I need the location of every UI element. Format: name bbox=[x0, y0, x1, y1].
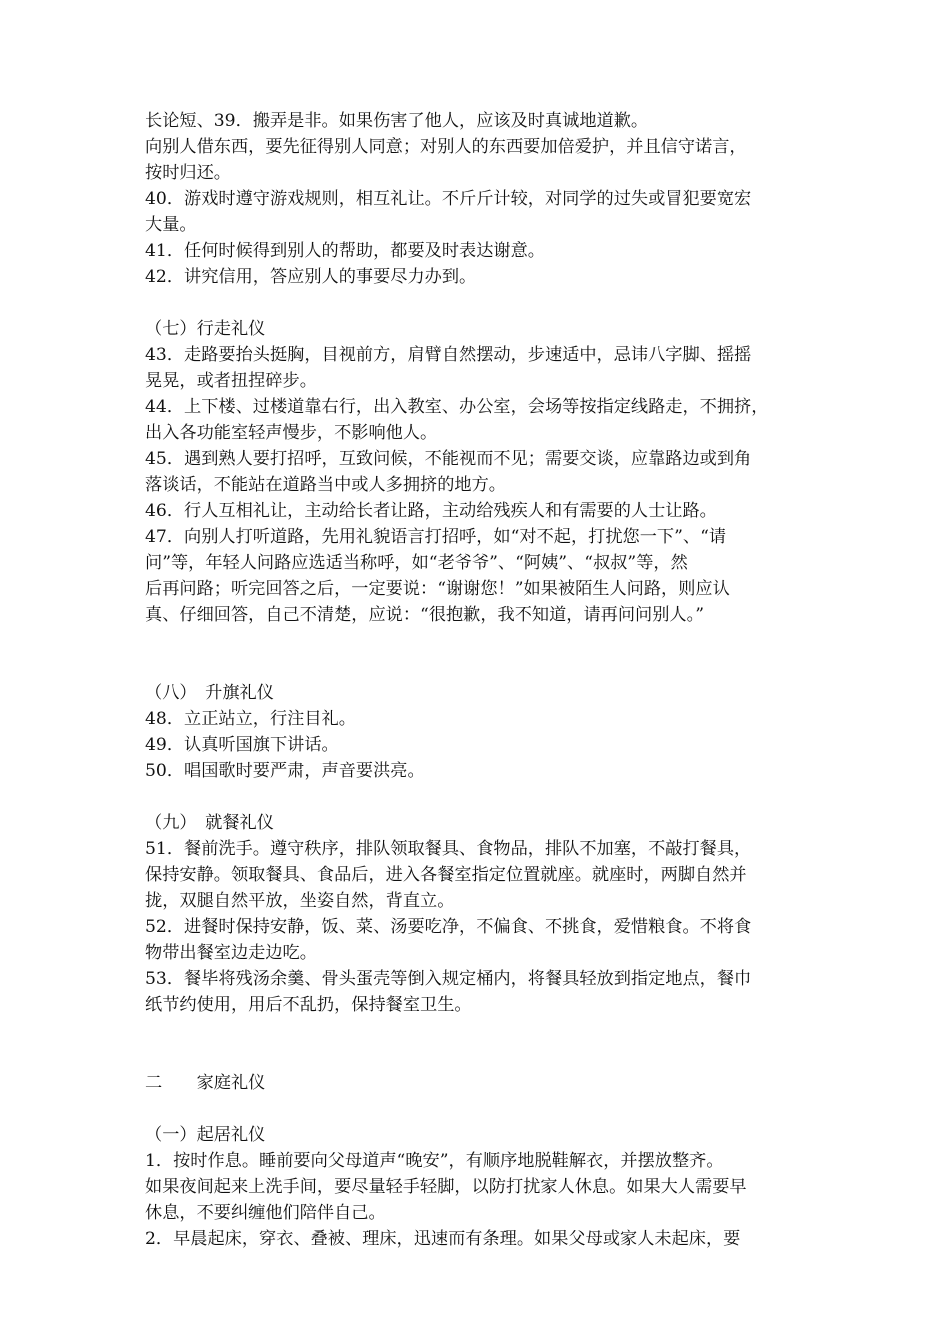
text-line: 向别人借东西，要先征得别人同意；对别人的东西要加倍爱护，并且信守诺言， bbox=[145, 137, 747, 157]
blank-line bbox=[145, 290, 815, 316]
text-line: 52．进餐时保持安静，饭、菜、汤要吃净，不偏食、不挑食，爱惜粮食。不将食 bbox=[145, 917, 752, 937]
text-line: 41．任何时候得到别人的帮助，都要及时表达谢意。 bbox=[145, 241, 545, 261]
text-line: 休息，不要纠缠他们陪伴自己。 bbox=[145, 1203, 386, 1223]
text-line: 40．游戏时遵守游戏规则，相互礼让。不斤斤计较，对同学的过失或冒犯要宽宏 bbox=[145, 189, 752, 209]
text-line: 2．早晨起床，穿衣、叠被、理床，迅速而有条理。如果父母或家人未起床，要 bbox=[145, 1229, 741, 1249]
text-line: 47．向别人打听道路，先用礼貌语言打招呼，如“对不起，打扰您一下”、“请 bbox=[145, 527, 727, 547]
text-line: 问”等，年轻人问路应选适当称呼，如“老爷爷”、“阿姨”、“叔叔”等，然 bbox=[145, 553, 688, 573]
text-line: 拢，双腿自然平放，坐姿自然，背直立。 bbox=[145, 891, 455, 911]
text-line: 保持安静。领取餐具、食品后，进入各餐室指定位置就座。就座时，两脚自然并 bbox=[145, 865, 747, 885]
section-heading: （八） 升旗礼仪 bbox=[145, 683, 274, 703]
text-line: 48．立正站立，行注目礼。 bbox=[145, 709, 356, 729]
text-line: 真、仔细回答，自己不清楚，应说：“很抱歉，我不知道，请再问问别人。” bbox=[145, 605, 704, 625]
text-line: 后再问路；听完回答之后，一定要说：“谢谢您！”如果被陌生人问路，则应认 bbox=[145, 579, 730, 599]
blank-line bbox=[145, 628, 815, 654]
text-line: 大量。 bbox=[145, 215, 197, 235]
document-page bbox=[145, 108, 815, 1252]
text-line: 纸节约使用，用后不乱扔，保持餐室卫生。 bbox=[145, 995, 472, 1015]
text-line: 落谈话，不能站在道路当中或人多拥挤的地方。 bbox=[145, 475, 506, 495]
section-heading: （九） 就餐礼仪 bbox=[145, 813, 274, 833]
text-line: 晃晃，或者扭捏碎步。 bbox=[145, 371, 317, 391]
text-line: 45．遇到熟人要打招呼，互致问候，不能视而不见；需要交谈，应靠路边或到角 bbox=[145, 449, 752, 469]
section-heading: （一）起居礼仪 bbox=[145, 1125, 266, 1145]
text-line: 按时归还。 bbox=[145, 163, 231, 183]
text-line: 53．餐毕将残汤余羹、骨头蛋壳等倒入规定桶内，将餐具轻放到指定地点，餐巾 bbox=[145, 969, 752, 989]
blank-line bbox=[145, 784, 815, 810]
blank-line bbox=[145, 654, 815, 680]
blank-line bbox=[145, 1018, 815, 1044]
text-line: 43．走路要抬头挺胸，目视前方，肩臂自然摆动，步速适中，忌讳八字脚、摇摇 bbox=[145, 345, 752, 365]
blank-line bbox=[145, 1096, 815, 1122]
text-line: 物带出餐室边走边吃。 bbox=[145, 943, 317, 963]
section-heading: （七）行走礼仪 bbox=[145, 319, 266, 339]
text-line: 1．按时作息。睡前要向父母道声“晚安”，有顺序地脱鞋解衣，并摆放整齐。 bbox=[145, 1151, 724, 1171]
text-line: 51．餐前洗手。遵守秩序，排队领取餐具、食物品，排队不加塞，不敲打餐具， bbox=[145, 839, 752, 859]
text-line: 如果夜间起来上洗手间，要尽量轻手轻脚，以防打扰家人休息。如果大人需要早 bbox=[145, 1177, 747, 1197]
text-line: 长论短、39．搬弄是非。如果伤害了他人，应该及时真诚地道歉。 bbox=[145, 111, 649, 131]
text-line: 49．认真听国旗下讲话。 bbox=[145, 735, 339, 755]
text-line: 42．讲究信用，答应别人的事要尽力办到。 bbox=[145, 267, 477, 287]
blank-line bbox=[145, 1044, 815, 1070]
text-line: 46．行人互相礼让，主动给长者让路，主动给残疾人和有需要的人士让路。 bbox=[145, 501, 717, 521]
text-line: 50．唱国歌时要严肃，声音要洪亮。 bbox=[145, 761, 425, 781]
text-line: 出入各功能室轻声慢步，不影响他人。 bbox=[145, 423, 438, 443]
chapter-heading: 二 家庭礼仪 bbox=[145, 1073, 266, 1093]
text-line: 44．上下楼、过楼道靠右行，出入教室、办公室，会场等按指定线路走，不拥挤， bbox=[145, 397, 769, 417]
